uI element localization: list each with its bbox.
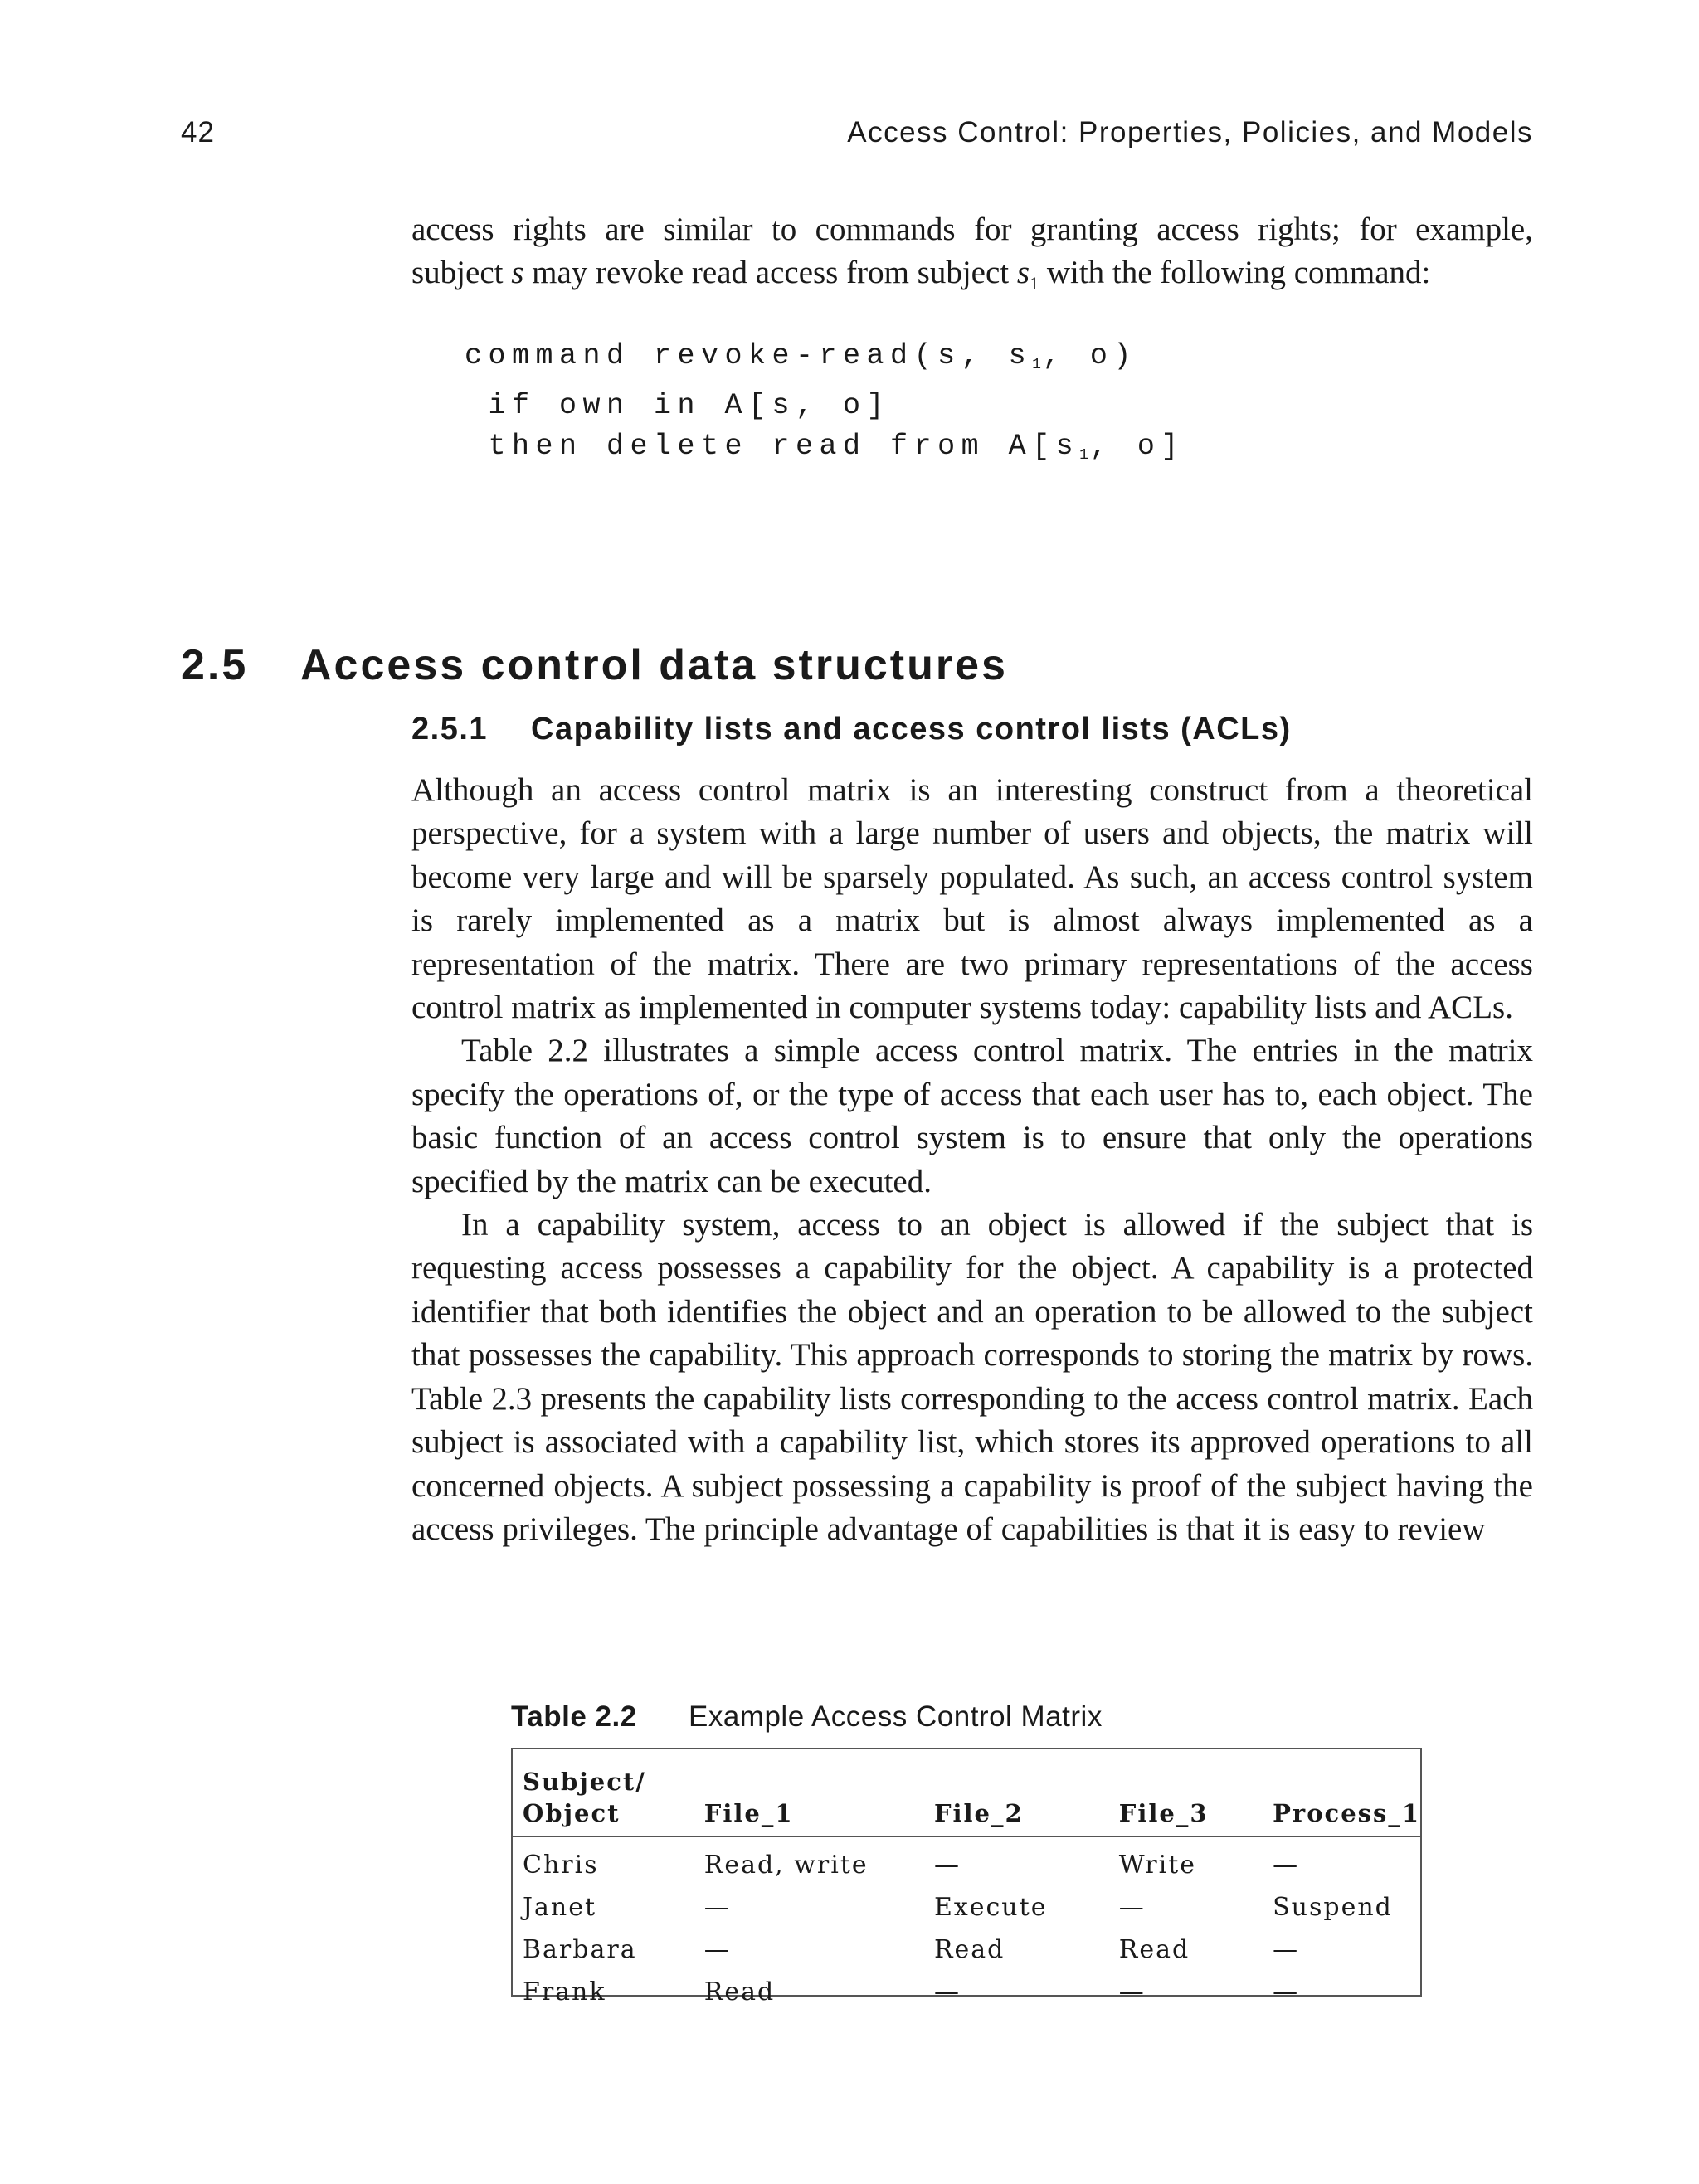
- code-line-1-sub: 1: [1032, 357, 1043, 373]
- table-header-row: [513, 1749, 1420, 1836]
- subsection-number: 2.5.1: [411, 712, 489, 747]
- table-row: [513, 1836, 1420, 1886]
- table-cell: Execute: [933, 1893, 1048, 1922]
- table-row: [513, 1929, 1420, 1971]
- table-row: [513, 1971, 1420, 2013]
- intro-line-1: access rights are similar to commands for granting access rights; for example,: [411, 212, 1533, 247]
- code-line-2: if own in A[s, o]: [465, 389, 891, 422]
- code-line-3: [465, 426, 1185, 476]
- table-cell: —: [933, 1977, 961, 2006]
- code-line-3-b: , o]: [1089, 430, 1185, 463]
- header-file-3: File_3: [1109, 1749, 1263, 1836]
- table-cell: —: [933, 1851, 961, 1880]
- paragraph-2: Table 2.2 illustrates a simple access control matrix. The entries in the matrix specify the operations of, or the type of access that each user has to, each object. The basic function of an access control system is to ensure that only the operations specified by the matrix can be executed.: [411, 1033, 1533, 1199]
- table-row: [513, 1886, 1420, 1929]
- table-cell: —: [1118, 1977, 1146, 2006]
- code-line-3-sub: 1: [1079, 447, 1090, 464]
- table-cell: Read: [933, 1935, 1005, 1964]
- page-number: 42: [181, 116, 215, 148]
- intro-text-b: may revoke read access from subject: [523, 255, 1017, 291]
- table-cell: —: [1273, 1977, 1300, 2006]
- intro-text-a: subject: [411, 255, 512, 291]
- intro-text-c: with the following command:: [1039, 255, 1431, 291]
- intro-paragraph: [411, 208, 1533, 306]
- code-line-1: [465, 336, 1185, 386]
- header-subject-object: [513, 1749, 694, 1836]
- section-number: 2.5: [181, 641, 249, 689]
- table-cell: Frank: [523, 1977, 606, 2006]
- table-cell: Chris: [523, 1851, 599, 1880]
- table-cell: Suspend: [1273, 1893, 1393, 1922]
- code-line-3-a: then delete read from A[s: [465, 430, 1080, 463]
- table-label: Table 2.2: [511, 1700, 637, 1733]
- code-line-1-b: , o): [1042, 339, 1137, 372]
- table-cell: Read, write: [703, 1851, 869, 1880]
- table-cell: Barbara: [523, 1935, 637, 1964]
- header-subject: Subject/: [523, 1768, 646, 1796]
- intro-subject-s1: s: [1016, 255, 1030, 291]
- table-cell: —: [1273, 1851, 1300, 1880]
- table-title: Example Access Control Matrix: [689, 1700, 1103, 1733]
- header-file-1: File_1: [694, 1749, 924, 1836]
- subsection-title: Capability lists and access control lists (ACLs): [531, 712, 1292, 747]
- main-text: [411, 769, 1533, 1551]
- header-file-2: File_2: [924, 1749, 1109, 1836]
- access-control-matrix-table: [511, 1748, 1422, 2006]
- header-process-1: Process_1: [1263, 1749, 1420, 1836]
- header-object: Object: [523, 1799, 621, 1827]
- table-cell: —: [1273, 1935, 1300, 1964]
- table-cell: Read: [1118, 1935, 1190, 1964]
- section-title: Access control data structures: [300, 641, 1008, 689]
- table-cell: Write: [1118, 1851, 1196, 1880]
- paragraph-3: In a capability system, access to an object is allowed if the subject that is requesting access possesses a capability for the object. A capability is a protected identifier that both identifies the object and an operation to be allowed to the subject that possesses the capability. This approach corresponds to storing the matrix by rows. Table 2.3 presents the capability lists corresponding to the access control matrix. Each subject is associated with a capability list, which stores its approved operations to all concerned objects. A subject possessing a capability is proof of the subject having the access privileges. The principle advantage of capabilities is that it is easy to review: [411, 1207, 1533, 1547]
- table-cell: Janet: [523, 1893, 597, 1922]
- paragraph-1: Although an access control matrix is an interesting construct from a theoretical perspective, for a system with a large number of users and objects, the matrix will become very large and will be sparsely populated. As such, an access control system is rarely implemented as a matrix but is almost always implemented as a representation of the matrix. There are two primary representations of the access control matrix as implemented in computer systems today: capability lists and ACLs.: [411, 772, 1533, 1026]
- running-head: Access Control: Properties, Policies, and Models: [847, 116, 1533, 148]
- code-block: [465, 336, 1185, 476]
- table-cell: —: [703, 1893, 731, 1922]
- table-cell: —: [1118, 1893, 1146, 1922]
- table-cell: Read: [703, 1977, 776, 2006]
- table-caption: [511, 1700, 1103, 1734]
- intro-subscript: 1: [1030, 273, 1039, 294]
- code-line-1-a: command revoke-read(s, s: [465, 339, 1033, 372]
- subsection-heading: [411, 712, 1292, 747]
- table-cell: —: [703, 1935, 731, 1964]
- intro-subject-s: s: [511, 255, 524, 291]
- section-heading: [181, 640, 1008, 690]
